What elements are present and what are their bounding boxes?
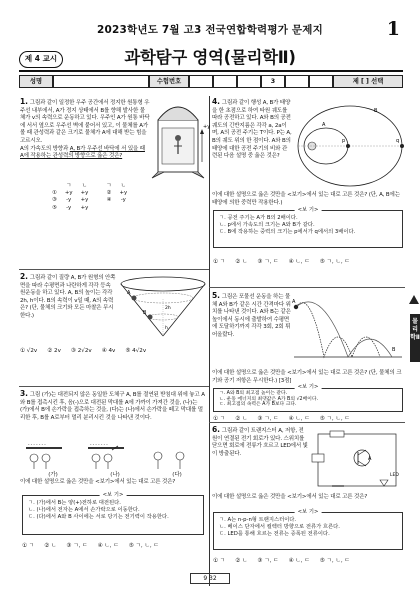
subject-title: 과학탐구 영역(물리학Ⅱ) [124, 48, 296, 67]
question-text: 그림과 같이 질량 A, B가 원형의 안쪽 면을 따라 수평면과 나란하게 각각 등속 원운동을 하고 있다. A, B의 높이는 각각 2h, h이다. B의 속력이 v일 때, A의 속력은? (단, 물체의 크기와 모든 마찰은 무시한다.) [20, 275, 116, 319]
bogi-item: ㄷ. B에 작용하는 중력의 크기는 p에서가 q에서의 3배이다. [219, 229, 356, 236]
svg-text:A: A [292, 299, 296, 305]
bogi-item: ㄴ. 운동 에너지의 최댓값은 A가 B의 √2배이다. [219, 396, 319, 402]
answer-choice[interactable]: ④ 4v [101, 348, 116, 354]
answer-choice[interactable]: ⑤ 4√2v [125, 348, 147, 354]
svg-text:- - - - - - -: - - - - - - - [28, 442, 46, 447]
question-text: 그림은 포물선 운동을 하는 물체 A와 B가 같은 시간 간격마다 위치를 나타낸 것이다. A와 B는 같은 높이에서 동시에 출발하여 수평면에 도달하기까지 각각 3회, 2회 튀어올랐다. [212, 294, 291, 338]
bogi-header: <보 기> [295, 509, 322, 516]
answer-choice[interactable]: ④ ㄴ, ㄷ [288, 259, 310, 265]
question-prompt: 이에 대한 설명으로 옳은 것만을 <보기>에서 있는 대로 고른 것은? [212, 494, 368, 500]
page-number: 1 [386, 18, 400, 40]
bogi-item: ㄱ. A와 B의 최고점 높이는 같다. [219, 391, 288, 396]
exam-no-label: 수험번호 [149, 75, 189, 88]
question-number: 2. [20, 272, 28, 281]
answer-choice[interactable]: ③ ㄱ, ㄷ [257, 259, 279, 265]
side-tab-arrow-icon [409, 295, 419, 304]
answer-choice[interactable]: ② ㄴ [235, 416, 248, 422]
bogi-box [213, 509, 403, 550]
svg-text:B: B [143, 310, 147, 316]
svg-text:+y: +y [203, 124, 211, 130]
question-divider [19, 269, 209, 270]
question-divider [209, 422, 405, 423]
question-3 [20, 390, 206, 422]
question-4 [212, 98, 292, 161]
exam-no-cell[interactable] [237, 75, 261, 88]
svg-text:B: B [392, 347, 396, 353]
name-label: 성명 [19, 75, 53, 88]
question-number: 1. [20, 97, 28, 106]
question-divider [209, 287, 405, 288]
answer-choices [213, 257, 405, 265]
answer-table-header: ㄴ [81, 183, 88, 189]
answer-choices [213, 414, 405, 422]
answer-choices [20, 348, 206, 354]
bogi-box [22, 492, 204, 535]
exam-title: 2023학년도 7월 고3 전국연합학력평가 문제지 [97, 24, 323, 36]
figure-label: (나) [110, 472, 120, 478]
exam-no-cell[interactable] [285, 75, 309, 88]
answer-table-header [48, 183, 61, 190]
answer-choice[interactable]: ② ㄴ [235, 259, 248, 265]
choice-label: 제 [ ] 선택 [333, 75, 403, 88]
table-cell: +y [64, 190, 73, 197]
orbit-figure [292, 100, 404, 192]
answer-choice[interactable]: ⑤ ㄱ, ㄴ, ㄷ [319, 558, 350, 564]
bogi-item: ㄴ. p에서 가속도의 크기는 A와 B가 같다. [219, 222, 315, 229]
bogi-item: ㄷ. LED를 통해 흐르는 전류는 증폭된 전류이다. [219, 531, 330, 538]
bogi-item: ㄱ. A는 n-p-n형 트랜지스터이다. [219, 517, 297, 523]
column-divider [209, 96, 210, 586]
figure-label: (가) [48, 472, 58, 478]
bogi-item: ㄱ. 공전 주기는 A가 B의 2배이다. [219, 215, 298, 221]
svg-text:2h: 2h [165, 306, 171, 311]
charged-spheres-figure [22, 440, 208, 470]
answer-choice[interactable]: ① √2v [20, 348, 38, 354]
figure-da [154, 452, 184, 469]
answer-choice[interactable]: ④ ㄴ, ㄷ [288, 416, 310, 422]
answer-table [48, 183, 131, 212]
svg-text:A: A [368, 456, 372, 462]
figure-label: (다) [172, 472, 182, 478]
question-text: 그림 (가)는 대전되지 않은 동일한 도체구 A, B를 절연된 받침대 위에 놓고 A와 B를 접촉시킨 후, 음(-)으로 대전된 막대를 A에 가까이 가져간 것을, (나)는 (가)에서 B에 손가락을 접촉하는 것을, (다)는 (나)에서 손가락을 떼고 막대를 멀리한 후, B를 A로부터 멀리 분리시킨 것을 나타낸 것이다. [20, 392, 205, 421]
question-text: 그림과 같이 일정한 우주 공간에서 정지한 원통형 우주선 내부에서, A가 정지 상태에서 B를 향해 발사한 물체가 v의 속력으로 운동하고 있다. 우주인 A가 원통 바닥에 서서 옆으로 우주선 벽에 붙어서 있고, 이 물체를 A가 볼 때 관성력과 같은 크기로 물체가 A에 대해 받는 힘을 고르시오. [20, 100, 150, 144]
table-cell: -y [120, 197, 126, 204]
question-2 [20, 273, 116, 321]
info-bar [19, 75, 403, 88]
answer-choice[interactable]: ① ㄱ [22, 543, 35, 549]
figure-ga [26, 442, 62, 469]
exam-no-cell[interactable] [309, 75, 333, 88]
bogi-box [213, 207, 403, 248]
question-number: 4. [212, 97, 220, 106]
svg-text:q: q [396, 138, 400, 144]
answer-table-header: ㄱ [106, 183, 112, 189]
question-6 [212, 426, 308, 458]
circuit-figure [310, 428, 404, 492]
question-prompt: 이에 대한 설명으로 옳은 것만을 <보기>에서 있는 대로 고른 것은? (단, 물체의 크기와 공기 저항은 무시한다.) [3점] [212, 370, 402, 384]
question-number: 6. [212, 425, 220, 434]
exam-no-value: 3 [261, 75, 285, 88]
exam-no-cell[interactable] [213, 75, 237, 88]
answer-choice[interactable]: ③ ㄱ, ㄷ [257, 558, 279, 564]
question-number: 5. [212, 291, 220, 300]
question-text: 그림과 같이 트랜지스터 A, 저항, 전원이 연결된 전기 회로가 있다. 스위치를 닫으면 회로에 전류가 흐르고 LED에서 빛이 방출된다. [212, 428, 308, 457]
answer-choice[interactable]: ③ 2√2v [70, 348, 92, 354]
bogi-item: ㄱ. (가)에서 B는 양(+)전하로 대전된다. [28, 500, 121, 506]
bogi-item: ㄷ. (다)에서 A와 B 사이에는 서로 당기는 전기력이 작용한다. [28, 514, 169, 521]
figure-labels [22, 470, 208, 478]
answer-choice[interactable]: ① ㄱ [213, 259, 226, 265]
header-rule [19, 70, 403, 72]
table-cell: +y [80, 197, 89, 204]
answer-choice[interactable]: ① ㄱ [213, 416, 226, 422]
answer-choice[interactable]: ⑤ ㄱ, ㄴ, ㄷ [128, 543, 159, 549]
projectile-figure [292, 295, 404, 365]
answer-choice[interactable]: ⑤ [52, 204, 57, 211]
table-cell: -y [66, 197, 72, 204]
svg-text:A: A [127, 290, 131, 296]
svg-text:A: A [322, 122, 326, 128]
answer-choice[interactable]: ② ㄴ [44, 543, 57, 549]
answer-choice[interactable]: ② [106, 190, 112, 197]
svg-text:B: B [374, 108, 378, 114]
question-text: 그림과 같이 행성 A, B가 태양을 한 초점으로 하여 타원 궤도를 따라 공전하고 있다. A와 B의 공전 궤도의 긴반지름은 각각 a, 2a이며, A의 공전 주기는 T이다. P는 A, B의 궤도 위의 한 점이다. A와 B의 태양에 대한 공전 주기의 비와 관련된 다음 설명 중 옳은 것은? [212, 100, 292, 160]
bogi-header: <보 기> [100, 492, 127, 499]
svg-text:h: h [165, 326, 168, 331]
bogi-item: ㄴ. 베이스 단자에서 컬렉터 방향으로 전류가 흐른다. [219, 524, 340, 531]
spaceship-figure [150, 98, 211, 178]
answer-choices [22, 541, 208, 549]
question-prompt-lead: A의 가속도의 방향과 [20, 145, 69, 152]
answer-choice[interactable]: ① ㄱ [213, 558, 226, 564]
answer-choices [213, 556, 405, 564]
svg-text:LED: LED [390, 473, 399, 478]
bogi-item: ㄷ. 최고점의 속력은 A가 B보다 크다. [219, 402, 297, 408]
table-cell: -y [66, 204, 72, 211]
question-prompt: 이에 대한 설명으로 옳은 것만을 <보기>에서 있는 대로 고른 것은? [20, 479, 176, 485]
exam-no-cell[interactable] [189, 75, 213, 88]
period-label: 제 4 교시 [19, 51, 63, 68]
side-tab: 물리학Ⅱ [410, 314, 420, 362]
bogi-header: <보 기> [295, 385, 322, 391]
question-1 [20, 98, 150, 161]
page-footer: 9 32 [190, 573, 230, 584]
table-cell: +y [119, 190, 128, 197]
cone-figure [118, 274, 208, 340]
bogi-item: ㄴ. (나)에서 전자는 A에서 손가락으로 이동한다. [28, 507, 140, 514]
answer-table-header: ㄱ [66, 183, 72, 189]
question-prompt: 이에 대한 설명으로 옳은 것만을 <보기>에서 있는 대로 고른 것은? (단, A, B에는 태양에 의한 중력만 작용한다.) [212, 192, 400, 206]
svg-text:p: p [342, 138, 346, 144]
answer-table-header: ㄴ [120, 183, 126, 189]
table-cell: +y [80, 204, 89, 211]
answer-choice[interactable]: ② ㄴ [235, 558, 248, 564]
figure-na [88, 442, 124, 469]
answer-choice[interactable]: ① [52, 190, 57, 197]
question-5 [212, 292, 292, 340]
answer-choice[interactable]: ② 2v [47, 348, 61, 354]
bogi-header: <보 기> [295, 207, 322, 214]
bogi-box [213, 384, 403, 412]
answer-choice[interactable]: ③ [52, 197, 57, 204]
table-cell: +y [80, 190, 89, 197]
answer-choice[interactable]: ⑤ ㄱ, ㄴ, ㄷ [319, 259, 350, 265]
question-prompt: A, B가 우주선 바닥에 서 있을 때 A에 작용하는 관성력의 방향으로 옳은 것은? [20, 145, 145, 160]
name-field[interactable] [53, 75, 149, 88]
answer-choice[interactable]: ④ ㄴ, ㄷ [97, 543, 119, 549]
svg-text:- - - - - - -: - - - - - - - [90, 442, 108, 447]
answer-choice[interactable]: ④ ㄴ, ㄷ [288, 558, 310, 564]
question-divider [19, 386, 209, 387]
answer-choice[interactable]: ⑤ ㄱ, ㄴ, ㄷ [319, 416, 350, 422]
answer-choice[interactable]: ④ [106, 197, 112, 204]
answer-choice[interactable]: ③ ㄱ, ㄷ [257, 416, 279, 422]
question-number: 3. [20, 389, 28, 398]
answer-choice[interactable]: ③ ㄱ, ㄷ [66, 543, 88, 549]
